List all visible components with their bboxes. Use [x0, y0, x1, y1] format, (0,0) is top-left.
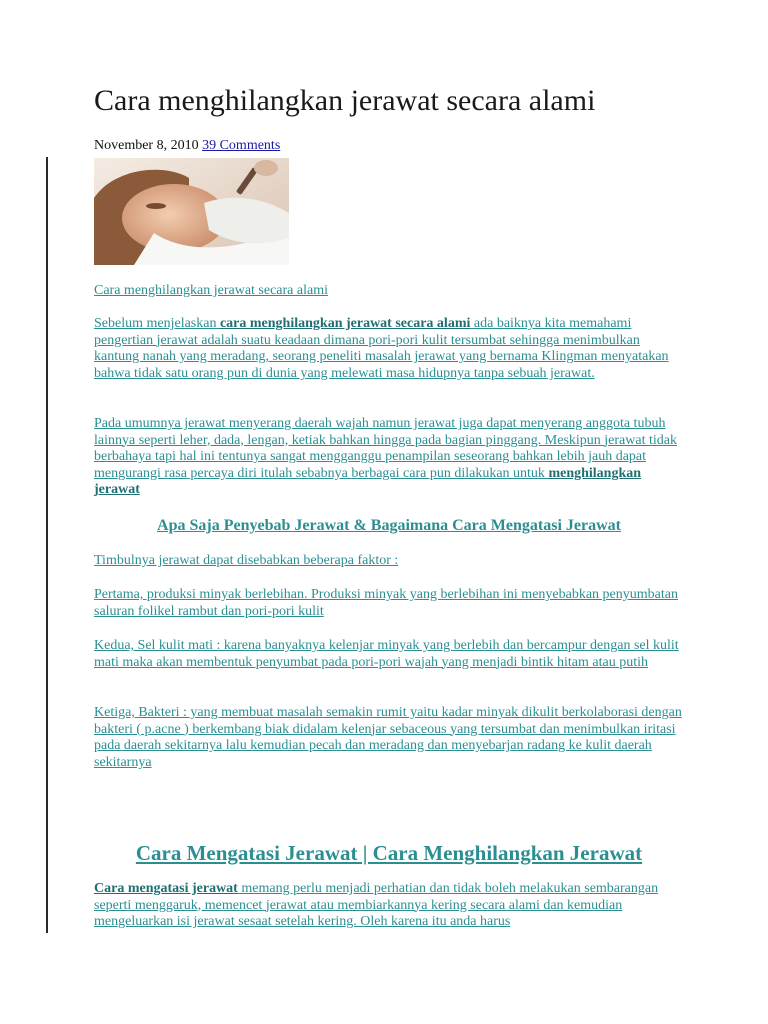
cause-item: Ketiga, Bakteri : yang membuat masalah semakin rumit yaitu kadar minyak dikulit berkolaborasi dengan bakteri ( p.acne ) berkembang biak didalam kelenjar sebaceous yang tersumbat dan menimbulkan iritasi pada daerah sekitarnya lalu kemudian pecah dan meradang dan menyebarjan radang ke kulit daerah sekitarnya	[94, 705, 682, 770]
keyword-link[interactable]: cara menghilangkan jerawat secara alami	[219, 316, 471, 331]
intro-paragraph-1: Sebelum menjelaskan cara menghilangkan jerawat secara alami ada baiknya kita memahami pengertian jerawat adalah suatu keadaan dimana pori-pori kulit tersumbat sehingga menimbulkan kantung nanah yang meradang, seorang peneliti masalah jerawat yang bernama Klingman menyatakan bahwa tidak satu orang pun di dunia yang melewati masa hidupnya tanpa sebuah jerawat.	[94, 316, 669, 381]
treatment-paragraph: Cara mengatasi jerawat memang perlu menjadi perhatian dan tidak boleh melakukan sembarangan seperti menggaruk, memencet jerawat atau membiarkannya kering secara alami dan kemudian mengeluarkan isi jerawat sesaat setelah kering. Oleh karena itu anda harus	[94, 881, 659, 930]
caption-link[interactable]: Cara menghilangkan jerawat secara alami	[94, 283, 328, 298]
section-heading-treatment: Cara Mengatasi Jerawat | Cara Menghilangkan Jerawat	[135, 841, 643, 865]
cause-item: Kedua, Sel kulit mati : karena banyaknya kelenjar minyak yang berlebih dan bercampur dengan sel kulit mati maka akan membentuk penyumbat pada pori-pori wajah yang menjadi bintik hitam atau putih	[94, 638, 679, 670]
comments-link[interactable]: 39 Comments	[202, 138, 281, 153]
article-title: Cara menghilangkan jerawat secara alami	[94, 84, 596, 117]
post-date: November 8, 2010	[94, 138, 199, 153]
page-margin-line	[46, 157, 48, 933]
keyword-link[interactable]: Cara mengatasi jerawat	[94, 881, 238, 896]
cause-item: Pertama, produksi minyak berlebihan. Produksi minyak yang berlebihan ini menyebabkan penyumbatan saluran folikel rambut dan pori-pori kulit	[94, 587, 678, 619]
causes-lead: Timbulnya jerawat dapat disebabkan beberapa faktor :	[94, 553, 399, 568]
facial-mask-photo	[94, 158, 289, 265]
section-heading-causes: Apa Saja Penyebab Jerawat & Bagaimana Cara Mengatasi Jerawat	[157, 517, 621, 534]
post-meta	[94, 138, 280, 154]
intro-paragraph-2: Pada umumnya jerawat menyerang daerah wajah namun jerawat juga dapat menyerang anggota tubuh lainnya seperti leher, dada, lengan, ketiak bahkan hingga pada bagian pinggang. Meskipun jerawat tidak berbahaya tapi hal ini tentunya sangat mengganggu penampilan seseorang bahkan lebih jauh dapat mengurangi rasa percaya diri itulah sebabnya berbagai cara pun dilakukan untuk menghilangkan jerawat	[94, 416, 677, 498]
article-image	[94, 158, 289, 265]
keyword-link[interactable]: menghilangkan jerawat	[94, 465, 642, 498]
